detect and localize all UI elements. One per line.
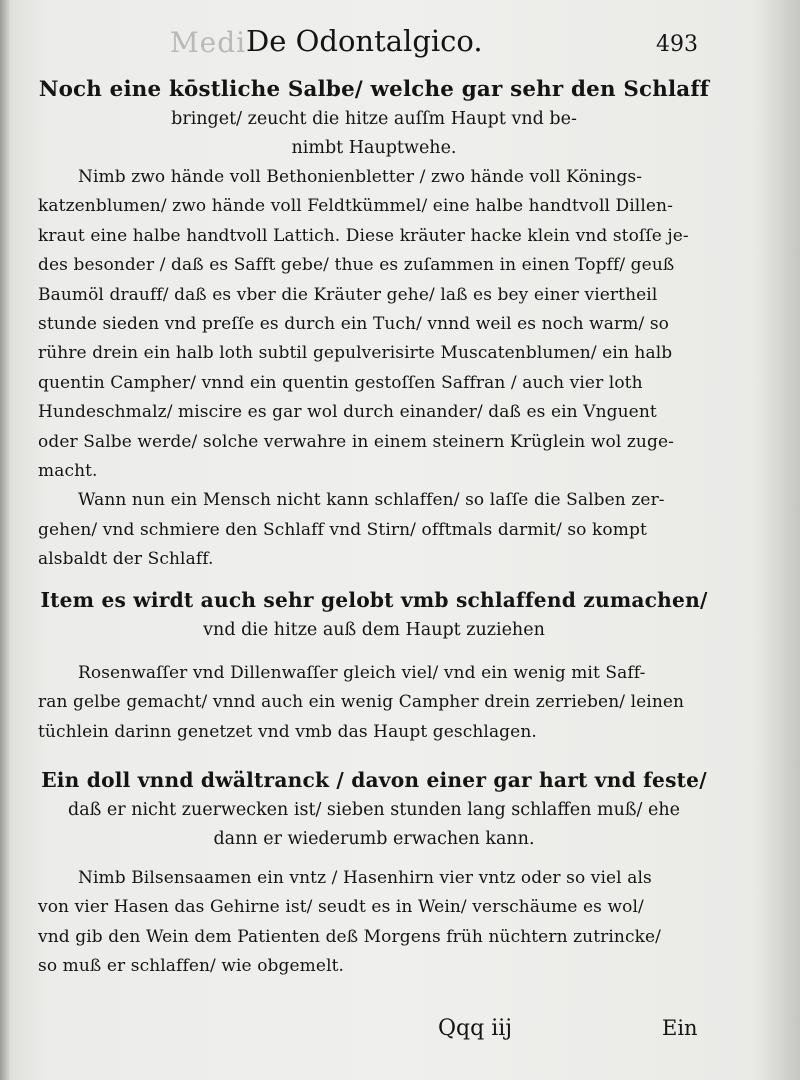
section-heading: Item es wirdt auch sehr gelobt vmb schlaffend zumachen/ xyxy=(40,587,708,612)
recipe-section-3 xyxy=(38,765,710,982)
text-line: von vier Hasen das Gehirne ist/ seudt es in Wein/ verschäume es wol/ xyxy=(38,897,644,918)
text-line: quentin Campher/ vnnd ein quentin gestoſſen Saffran / auch vier loth xyxy=(38,372,643,393)
recipe-section-2 xyxy=(38,585,710,747)
catchword: Ein xyxy=(662,1016,698,1040)
paragraph xyxy=(38,864,710,982)
page-edge-shadow xyxy=(760,0,800,1080)
page-gutter-shadow xyxy=(0,0,10,1080)
signature-mark: Qqq iij xyxy=(438,1016,513,1041)
section-heading-line: daß er nicht zuerwecken ist/ sieben stunden lang schlaffen muß/ ehe xyxy=(68,799,680,820)
text-line: oder Salbe werde/ solche verwahre in einem steinern Krüglein wol zuge- xyxy=(38,431,674,452)
text-line: stunde sieden vnd preſſe es durch ein Tuch/ vnnd weil es noch warm/ so xyxy=(38,314,669,335)
text-line: so muß er schlaffen/ wie obgemelt. xyxy=(38,956,345,977)
paragraph xyxy=(38,659,710,747)
text-line: Nimb zwo hände voll Bethonienbletter / zwo hände voll Könings- xyxy=(78,167,643,187)
text-line: Wann nun ein Mensch nicht kann schlaffen/ so laſſe die Salben zer- xyxy=(78,490,665,511)
text-line: des besonder / daß es Safft gebe/ thue es zuſammen in einen Topff/ geuß xyxy=(38,255,675,276)
page-number: 493 xyxy=(656,32,698,57)
section-heading-line: vnd die hitze auß dem Haupt zuziehen xyxy=(203,619,545,640)
text-line: kraut eine halbe handtvoll Lattich. Diese kräuter hacke klein vnd stoſſe je- xyxy=(38,225,689,246)
text-line: alsbaldt der Schlaff. xyxy=(38,549,214,570)
recipe-section-1 xyxy=(38,74,710,575)
section-heading-line: bringet/ zeucht die hitze auſſm Haupt vnd be- xyxy=(171,109,577,129)
showthrough-text: Medi xyxy=(170,26,247,59)
section-heading: Noch eine kōstliche Salbe/ welche gar sehr den Schlaff xyxy=(38,77,710,102)
page-footer xyxy=(0,1016,800,1056)
text-line: vnd gib den Wein dem Patienten deß Morgens früh nüchtern zutrincke/ xyxy=(38,926,661,947)
text-line: Hundeschmalz/ miscire es gar wol durch einander/ daß es ein Vnguent xyxy=(38,402,657,423)
text-line: gehen/ vnd schmiere den Schlaff vnd Stirn/ offtmals darmit/ so kompt xyxy=(38,519,647,540)
section-heading: Ein doll vnnd dwältranck / davon einer gar hart vnd feste/ xyxy=(41,767,707,792)
text-line: rühre drein ein halb loth subtil gepulverisirte Muscatenblumen/ ein halb xyxy=(38,343,673,364)
text-line: Baumöl drauff/ daß es vber die Kräuter gehe/ laß es bey einer viertheil xyxy=(38,284,658,305)
text-line: tüchlein darinn genetzet vnd vmb das Haupt geschlagen. xyxy=(38,721,537,742)
running-head: De Odontalgico. xyxy=(246,24,483,58)
text-line: katzenblumen/ zwo hände voll Feldtkümmel/ eine halbe handtvoll Dillen- xyxy=(38,196,673,217)
section-heading-line: nimbt Hauptwehe. xyxy=(291,138,457,158)
text-line: ran gelbe gemacht/ vnnd auch ein wenig Campher drein zerrieben/ leinen xyxy=(38,692,685,713)
section-heading-line: dann er wiederumb erwachen kann. xyxy=(213,828,535,849)
text-line: macht. xyxy=(38,461,98,482)
text-line: Rosenwaſſer vnd Dillenwaſſer gleich viel/ vnd ein wenig mit Saff- xyxy=(78,662,646,683)
page-body xyxy=(38,74,710,982)
page-header xyxy=(0,24,800,64)
text-line: Nimb Bilsensaamen ein vntz / Hasenhirn vier vntz oder so viel als xyxy=(78,867,652,888)
paragraph xyxy=(38,163,710,486)
paragraph xyxy=(38,486,710,574)
